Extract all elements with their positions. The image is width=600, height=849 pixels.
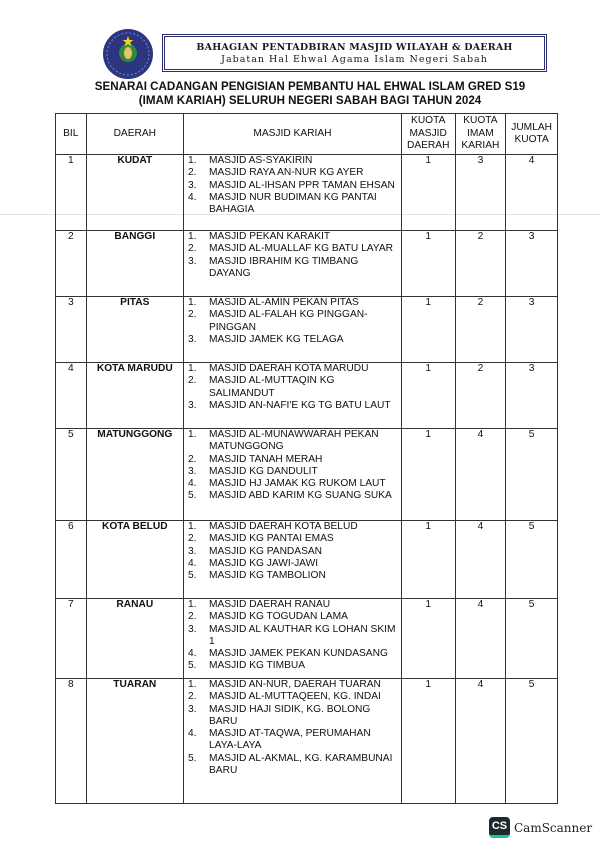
masjid-name: MASJID AL KAUTHAR KG LOHAN SKIM 1: [209, 623, 396, 647]
table-row: [56, 429, 558, 521]
header-jumlah-kuota: [506, 114, 558, 155]
cell-daerah: RANAU: [86, 599, 183, 679]
table-row: [56, 231, 558, 297]
cell-kuota-imam-kariah: 2: [455, 231, 506, 297]
list-number: 4.: [188, 478, 197, 490]
masjid-list: [184, 363, 401, 412]
masjid-name: MASJID TANAH MERAH: [209, 453, 323, 465]
cell-jumlah-kuota: 5: [506, 429, 558, 521]
header-daerah: DAERAH: [86, 114, 183, 155]
header-line: KUOTA: [463, 115, 498, 127]
list-number: 5.: [188, 570, 197, 582]
list-number: 1.: [188, 363, 197, 374]
cell-kuota-imam-kariah: 4: [455, 679, 506, 804]
masjid-list-item: [188, 546, 401, 558]
masjid-list-item: [188, 679, 401, 691]
masjid-list-item: [188, 309, 401, 334]
cell-jumlah-kuota: 3: [506, 231, 558, 297]
masjid-list: [184, 599, 401, 673]
masjid-list-item: [188, 297, 401, 309]
masjid-list-item: [188, 466, 401, 478]
list-number: 2.: [188, 243, 197, 255]
cell-bil: 5: [56, 429, 87, 521]
masjid-name: MASJID IBRAHIM KG TIMBANG DAYANG: [209, 255, 359, 279]
list-number: 3.: [188, 465, 197, 477]
masjid-name: MASJID KG DANDULIT: [209, 465, 318, 477]
cell-daerah: MATUNGGONG: [86, 429, 183, 521]
list-number: 2.: [188, 691, 197, 703]
masjid-list: [184, 231, 401, 280]
masjid-list: [184, 521, 401, 582]
masjid-list-item: [188, 429, 401, 454]
masjid-list-item: [188, 558, 401, 570]
masjid-name: MASJID KG PANDASAN: [209, 545, 323, 557]
cell-masjid-kariah: [184, 363, 402, 429]
cell-bil: 3: [56, 297, 87, 363]
list-number: 5.: [188, 660, 197, 672]
masjid-name: MASJID KG PANTAI EMAS: [209, 533, 334, 545]
cell-jumlah-kuota: 5: [506, 521, 558, 599]
cell-daerah: BANGGI: [86, 231, 183, 297]
cell-kuota-imam-kariah: 4: [455, 599, 506, 679]
cell-kuota-imam-kariah: 2: [455, 297, 506, 363]
masjid-name: MASJID DAERAH KOTA MARUDU: [209, 363, 369, 374]
list-number: 2.: [188, 453, 197, 465]
masjid-list: [184, 679, 401, 777]
cell-kuota-imam-kariah: 4: [455, 429, 506, 521]
masjid-list-item: [188, 256, 401, 281]
masjid-list: [184, 297, 401, 346]
cell-jumlah-kuota: 5: [506, 599, 558, 679]
cell-kuota-masjid-daerah: 1: [401, 363, 455, 429]
masjid-name: MASJID AL-MUTTAQIN KG SALIMANDUT: [209, 375, 335, 399]
masjid-list-item: [188, 478, 401, 490]
masjid-name: MASJID AN-NUR, DAERAH TUARAN: [209, 679, 381, 690]
masjid-list-item: [188, 648, 401, 660]
masjid-list-item: [188, 155, 401, 167]
list-number: 1.: [188, 599, 197, 610]
cell-daerah: TUARAN: [86, 679, 183, 804]
agency-name: Jabatan Hal Ehwal Agama Islam Negeri Sabah: [221, 54, 488, 65]
list-number: 1.: [188, 231, 197, 242]
masjid-name: MASJID KG TIMBUA: [209, 660, 306, 672]
masjid-name: MASJID JAMEK PEKAN KUNDASANG: [209, 648, 388, 660]
cell-bil: 4: [56, 363, 87, 429]
table-row: [56, 599, 558, 679]
cell-bil: 6: [56, 521, 87, 599]
header-line: KARIAH: [461, 140, 500, 152]
masjid-name: MASJID ABD KARIM KG SUANG SUKA: [209, 490, 392, 502]
quota-table: [55, 113, 558, 804]
masjid-list-item: [188, 570, 401, 582]
cell-kuota-masjid-daerah: 1: [401, 599, 455, 679]
list-number: 1.: [188, 155, 197, 166]
cell-kuota-imam-kariah: 2: [455, 363, 506, 429]
list-number: 3.: [188, 255, 197, 267]
cell-kuota-masjid-daerah: 1: [401, 297, 455, 363]
list-number: 2.: [188, 533, 197, 545]
list-number: 2.: [188, 167, 197, 179]
masjid-name: MASJID AL-MUALLAF KG BATU LAYAR: [209, 243, 393, 255]
header-line: IMAM: [467, 127, 494, 139]
masjid-list-item: [188, 533, 401, 545]
list-number: 3.: [188, 179, 197, 191]
header-line: KUOTA: [411, 115, 446, 127]
masjid-name: MASJID KG TOGUDAN LAMA: [209, 611, 348, 623]
header-line: MASJID: [409, 127, 447, 139]
list-number: 2.: [188, 375, 197, 387]
cell-kuota-masjid-daerah: 1: [401, 521, 455, 599]
cell-daerah: KUDAT: [86, 155, 183, 231]
masjid-name: MASJID AL-MUNAWWARAH PEKAN MATUNGGONG: [209, 429, 379, 453]
masjid-list-item: [188, 691, 401, 703]
cell-jumlah-kuota: 3: [506, 363, 558, 429]
masjid-name: MASJID AL-AMIN PEKAN PITAS: [209, 297, 359, 308]
cell-bil: 8: [56, 679, 87, 804]
cell-bil: 7: [56, 599, 87, 679]
masjid-name: MASJID RAYA AN-NUR KG AYER: [209, 167, 364, 179]
masjid-name: MASJID AL-FALAH KG PINGGAN-PINGGAN: [209, 309, 368, 333]
header-kuota-imam-kariah: [455, 114, 506, 155]
cell-kuota-masjid-daerah: 1: [401, 679, 455, 804]
cell-daerah: PITAS: [86, 297, 183, 363]
header-kuota-masjid-daerah: [401, 114, 455, 155]
masjid-list-item: [188, 334, 401, 346]
list-number: 2.: [188, 611, 197, 623]
crest-logo-icon: [102, 28, 154, 80]
masjid-list-item: [188, 400, 401, 412]
masjid-name: MASJID AL-AKMAL, KG. KARAMBUNAI BARU: [209, 752, 393, 777]
cell-kuota-masjid-daerah: 1: [401, 429, 455, 521]
camscanner-logo-icon: CS: [489, 817, 510, 838]
cell-daerah: KOTA BELUD: [86, 521, 183, 599]
table-row: [56, 363, 558, 429]
list-number: 3.: [188, 623, 197, 635]
list-number: 3.: [188, 333, 197, 345]
department-name: BAHAGIAN PENTADBIRAN MASJID WILAYAH & DAERAH: [196, 42, 513, 53]
masjid-list-item: [188, 728, 401, 753]
list-number: 4.: [188, 557, 197, 569]
list-number: 2.: [188, 309, 197, 321]
list-number: 4.: [188, 728, 197, 740]
masjid-list-item: [188, 192, 401, 217]
list-number: 5.: [188, 490, 197, 502]
masjid-name: MASJID HAJI SIDIK, KG. BOLONG BARU: [209, 703, 371, 727]
cell-jumlah-kuota: 3: [506, 297, 558, 363]
masjid-list-item: [188, 231, 401, 243]
cell-jumlah-kuota: 4: [506, 155, 558, 231]
masjid-list-item: [188, 704, 401, 729]
masjid-list-item: [188, 611, 401, 623]
masjid-name: MASJID AT-TAQWA, PERUMAHAN LAYA-LAYA: [209, 728, 371, 752]
masjid-list-item: [188, 363, 401, 375]
list-number: 3.: [188, 703, 197, 715]
header-line: DAERAH: [406, 140, 450, 152]
letterhead: [100, 28, 560, 78]
masjid-name: MASJID DAERAH KOTA BELUD: [209, 521, 358, 532]
masjid-list-item: [188, 490, 401, 502]
title-line-1: SENARAI CADANGAN PENGISIAN PEMBANTU HAL EHWAL ISLAM GRED S19: [94, 80, 526, 93]
cell-jumlah-kuota: 5: [506, 679, 558, 804]
masjid-name: MASJID JAMEK KG TELAGA: [209, 333, 344, 345]
masjid-list-item: [188, 167, 401, 179]
header-masjid-kariah: MASJID KARIAH: [184, 114, 402, 155]
camscanner-watermark: [489, 817, 592, 838]
cell-masjid-kariah: [184, 429, 402, 521]
list-number: 3.: [188, 399, 197, 411]
masjid-name: MASJID HJ JAMAK KG RUKOM LAUT: [209, 478, 386, 490]
cell-masjid-kariah: [184, 231, 402, 297]
masjid-name: MASJID AL-MUTTAQEEN, KG. INDAI: [209, 691, 381, 703]
masjid-list-item: [188, 375, 401, 400]
table-row: [56, 297, 558, 363]
list-number: 3.: [188, 545, 197, 557]
list-number: 5.: [188, 752, 197, 764]
list-number: 1.: [188, 521, 197, 532]
masjid-list: [184, 429, 401, 503]
cell-bil: 2: [56, 231, 87, 297]
cell-masjid-kariah: [184, 679, 402, 804]
camscanner-label: CamScanner: [514, 820, 593, 835]
masjid-list-item: [188, 624, 401, 649]
table-header-row: [56, 114, 558, 155]
masjid-list-item: [188, 243, 401, 255]
header-bil: BIL: [56, 114, 87, 155]
cell-masjid-kariah: [184, 155, 402, 231]
list-number: 1.: [188, 679, 197, 690]
table-row: [56, 521, 558, 599]
header-line: JUMLAH: [511, 121, 552, 133]
masjid-name: MASJID NUR BUDIMAN KG PANTAI BAHAGIA: [209, 191, 377, 216]
cell-daerah: KOTA MARUDU: [86, 363, 183, 429]
cell-masjid-kariah: [184, 599, 402, 679]
cell-masjid-kariah: [184, 521, 402, 599]
cell-bil: 1: [56, 155, 87, 231]
masjid-list: [184, 155, 401, 216]
masjid-name: MASJID KG JAWI-JAWI: [209, 557, 319, 569]
letterhead-frame: [162, 34, 547, 72]
cell-kuota-masjid-daerah: 1: [401, 231, 455, 297]
masjid-name: MASJID AS-SYAKIRIN: [209, 155, 313, 166]
masjid-list-item: [188, 660, 401, 672]
masjid-name: MASJID AN-NAFI'E KG TG BATU LAUT: [209, 399, 391, 411]
masjid-name: MASJID KG TAMBOLION: [209, 570, 326, 582]
table-body: [56, 155, 558, 804]
masjid-name: MASJID AL-IHSAN PPR TAMAN EHSAN: [209, 179, 395, 191]
document-title: [60, 80, 560, 107]
masjid-name: MASJID DAERAH RANAU: [209, 599, 331, 610]
masjid-list-item: [188, 180, 401, 192]
table-row: [56, 155, 558, 231]
list-number: 1.: [188, 429, 197, 440]
cell-masjid-kariah: [184, 297, 402, 363]
cell-kuota-masjid-daerah: 1: [401, 155, 455, 231]
list-number: 4.: [188, 648, 197, 660]
cell-kuota-imam-kariah: 3: [455, 155, 506, 231]
masjid-list-item: [188, 753, 401, 778]
header-line: KUOTA: [514, 134, 549, 145]
masjid-list-item: [188, 521, 401, 533]
list-number: 4.: [188, 191, 197, 203]
masjid-name: MASJID PEKAN KARAKIT: [209, 231, 331, 242]
masjid-list-item: [188, 599, 401, 611]
title-line-2: (IMAM KARIAH) SELURUH NEGERI SABAH BAGI TAHUN 2024: [138, 93, 482, 107]
list-number: 1.: [188, 297, 197, 308]
table-row: [56, 679, 558, 804]
masjid-list-item: [188, 454, 401, 466]
cell-kuota-imam-kariah: 4: [455, 521, 506, 599]
